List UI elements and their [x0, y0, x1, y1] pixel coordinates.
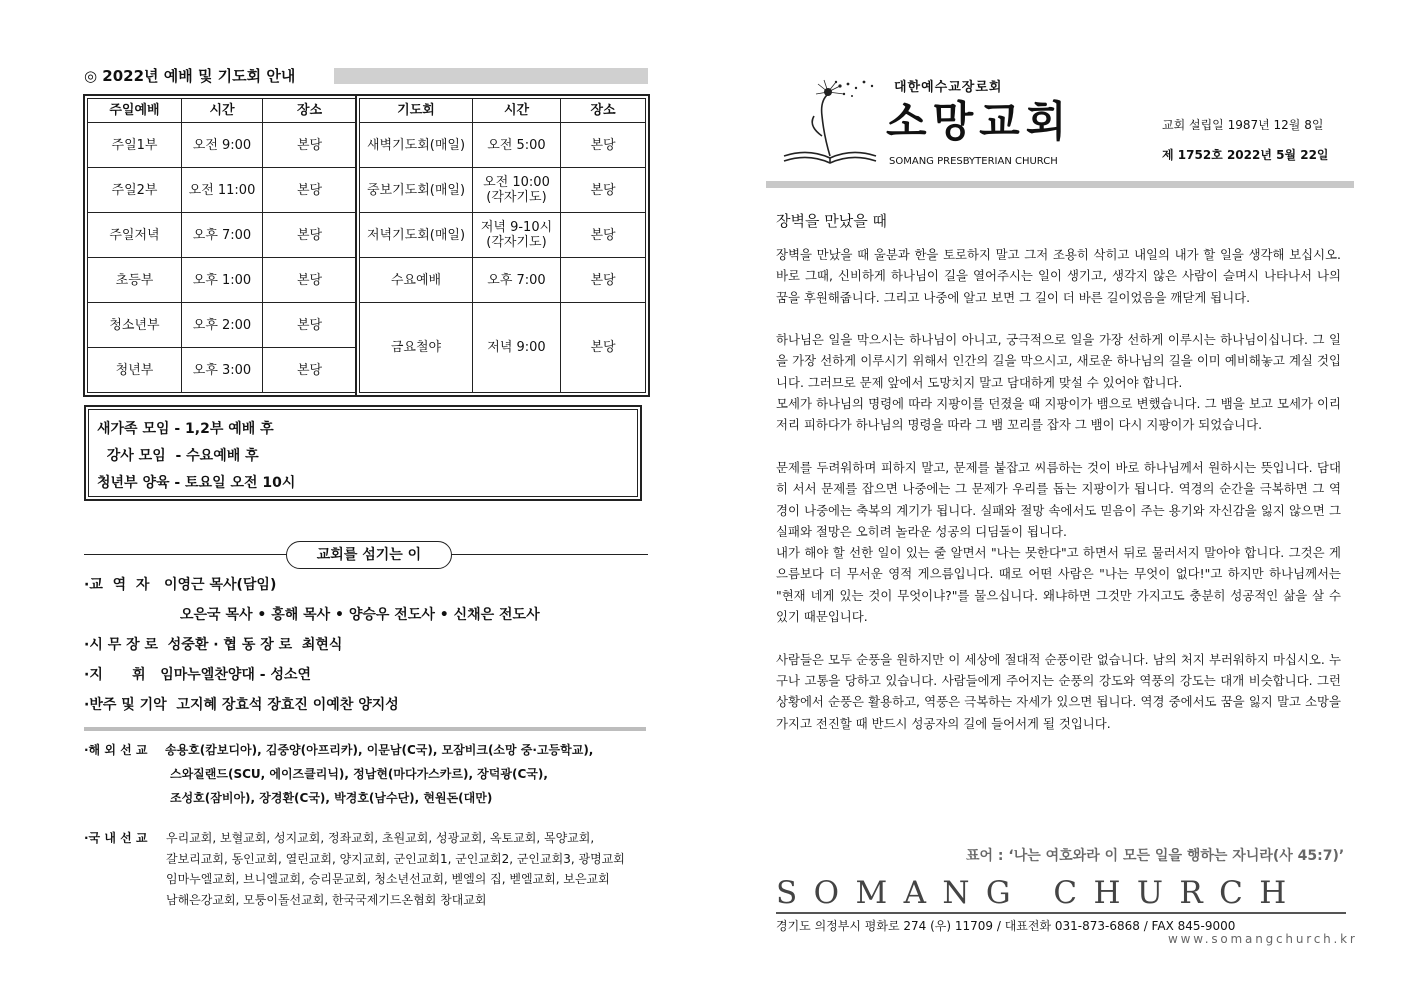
header-divider-bar	[766, 181, 1354, 188]
staff-heading: 교회를 섬기는 이	[286, 541, 452, 569]
schedule-title-text: ◎ 2022년 예배 및 기도회 안내	[84, 66, 301, 86]
article-paragraph: 장벽을 만났을 때 울분과 한을 토로하지 말고 그저 조용히 삭히고 내일의 내가 할 일을 생각해 보십시오. 바로 그때, 신비하게 하나님이 길을 열어주시는 일이 생기고, 생각지 않은 사람이 슬며시 나타나서 나의 꿈을 후원해줍니다. 그리고 나중에 알고 보면 그 길이 더 바른 길이었음을 깨닫게 됩니다.	[776, 247, 1341, 305]
worship-schedule-table	[83, 94, 359, 397]
header-worship: 주일예배	[88, 99, 182, 123]
article-body	[776, 244, 1341, 734]
article-paragraph: 문제를 두려워하며 피하지 말고, 문제를 붙잡고 씨름하는 것이 바로 하나님께서 원하시는 뜻입니다. 담대히 서서 문제를 잡으면 나중에는 그 문제가 우리를 돕는 지팡이가 됩니다. 역경의 순간을 극복하면 그 역경이 나중에는 축복의 계기가 됩니다. 실패와 절망 속에서도 믿음이 주는 용기와 자신감을 잃지 않으면 그 실패와 절망은 오히려 놀라운 성공의 디딤돌이 됩니다.	[776, 459, 1341, 539]
issue-info: 제 1752호 2022년 5월 22일	[1162, 148, 1329, 162]
article-paragraph: 하나님은 일을 막으시는 하나님이 아니고, 궁극적으로 일을 가장 선하게 이루시는 하나님이십니다. 그 일을 가장 선하게 이루시기 위해서 인간의 길을 막으시고, 새로운 하나님의 길을 이미 예비해놓고 계실 것입니다. 그러므로 문제 앞에서 도망치지 말고 담대하게 맞설 수 있어야 합니다.	[776, 332, 1341, 390]
church-name-english: SOMANG PRESBYTERIAN CHURCH	[889, 156, 1058, 167]
mission-line: 송용호(캄보디아), 김중양(아프리카), 이문남(C국), 모잠비크(소망 중·고등학교),	[165, 743, 594, 757]
table-row: 금요철야 저녁 9:00 본당	[360, 303, 646, 393]
article-paragraph: 모세가 하나님의 명령에 따라 지팡이를 던졌을 때 지팡이가 뱀으로 변했습니다. 그 뱀을 보고 모세가 이리저리 피하다가 하나님의 명령을 따라 그 뱀 꼬리를 잡자 그 뱀이 다시 지팡이가 되었습니다.	[776, 396, 1341, 433]
church-name: 소망교회	[886, 97, 1073, 146]
prayer-schedule-table	[355, 94, 650, 397]
table-row: 중보기도회(매일) 오전 10:00 (각자기도) 본당	[360, 168, 646, 213]
section-divider	[84, 727, 646, 731]
denomination-text: 대한예수교장로회	[894, 80, 1003, 95]
table-row: 주일저녁 오후 7:00 본당	[88, 213, 357, 258]
article-paragraph: 내가 해야 할 선한 일이 있는 줄 알면서 "나는 못한다"고 하면서 뒤로 물러서지 말아야 합니다. 그것은 게으름보다 더 무서운 영적 게으름입니다. 때로 어떤 사람은 "나는 무엇이 없다!"고 하지만 하나님께서는 "현재 네게 있는 것이 무엇이냐?"를 물으십니다. 왜냐하면 그것만 가지고도 충분히 성공적인 삶을 살 수 있기 때문입니다.	[776, 545, 1341, 625]
notice-line: 강사 모임 - 수요예배 후	[97, 448, 259, 464]
article-title: 장벽을 만났을 때	[776, 212, 887, 230]
meeting-notice-box	[84, 405, 642, 501]
schedule-section-title	[84, 66, 648, 86]
table-row: 저녁기도회(매일) 저녁 9-10시 (각자기도) 본당	[360, 213, 646, 258]
article-paragraph: 사람들은 모두 순풍을 원하지만 이 세상에 절대적 순풍이란 없습니다. 남의 처지 부러워하지 마십시오. 누구나 고통을 당하고 있습니다. 사람들에게 주어지는 순풍의 강도와 역풍의 강도는 대개 비슷합니다. 그런 상황에서 순풍은 활용하고, 역풍은 극복하는 자세가 있으면 됩니다. 역경 중에서도 꿈을 잃지 말고 소망을 가지고 전진할 때 반드시 성공자의 길에 들어서게 될 것입니다.	[776, 651, 1341, 731]
staff-line: 오은국 목사 • 홍해 목사 • 양승우 전도사 • 신채은 전도사	[180, 607, 540, 623]
footer-rule	[776, 912, 1346, 914]
table-row: 초등부 오후 1:00 본당	[88, 258, 357, 303]
header-time: 시간	[473, 99, 561, 123]
mission-line: 임마누엘교회, 브니엘교회, 승리문교회, 청소년선교회, 벧엘의 집, 벧엘교회, 보은교회	[166, 872, 610, 886]
header-place: 장소	[263, 99, 357, 123]
table-row: 주일2부 오전 11:00 본당	[88, 168, 357, 213]
table-row: 주일1부 오전 9:00 본당	[88, 123, 357, 168]
table-row: 청년부 오후 3:00 본당	[88, 348, 357, 393]
motto-verse: 표어 : ‘나는 여호와라 이 모든 일을 행하는 자니라(사 45:7)’	[966, 848, 1345, 864]
staff-line: ·지 휘 임마누엘찬양대 - 성소연	[84, 667, 312, 683]
header-prayer: 기도회	[360, 99, 473, 123]
table-row: 수요예배 오후 7:00 본당	[360, 258, 646, 303]
table-row: 새벽기도회(매일) 오전 5:00 본당	[360, 123, 646, 168]
footer-address: 경기도 의정부시 평화로 274 (우) 11709 / 대표전화 031-873-6868 / FAX 845-9000	[776, 919, 1236, 933]
header-place: 장소	[561, 99, 646, 123]
staff-line: ·교 역 자 이영근 목사(담임)	[84, 577, 277, 593]
staff-line: ·반주 및 기악 고지혜 장효석 장효진 이예찬 양지성	[84, 697, 399, 713]
mission-line: 스와질랜드(SCU, 에이즈클리닉), 정남현(마다가스카르), 장덕광(C국),	[170, 767, 548, 781]
title-shade-bar	[334, 68, 648, 84]
established-date: 교회 설립일 1987년 12월 8일	[1162, 118, 1324, 132]
domestic-mission-label: ·국 내 선 교	[84, 831, 148, 845]
mission-line: 조성호(잠비아), 장경환(C국), 박경호(남수단), 현원돈(대만)	[170, 791, 493, 805]
dandelion-bible-icon	[778, 76, 888, 171]
staff-line: ·시 무 장 로 성중환 · 협 동 장 로 최현식	[84, 637, 343, 653]
notice-line: 청년부 양육 - 토요일 오전 10시	[97, 475, 296, 491]
mission-line: 갈보리교회, 동인교회, 열린교회, 양지교회, 군인교회1, 군인교회2, 군인교회3, 광명교회	[166, 852, 625, 866]
overseas-mission-label: ·해 외 선 교	[84, 743, 148, 757]
church-logo	[778, 76, 1088, 171]
footer-church-name: SOMANG CHURCH	[776, 875, 1303, 911]
notice-line: 새가족 모임 - 1,2부 예배 후	[97, 421, 274, 437]
header-time: 시간	[182, 99, 263, 123]
mission-line: 우리교회, 보혈교회, 성지교회, 정좌교회, 초원교회, 성광교회, 옥토교회, 목양교회,	[166, 831, 595, 845]
staff-section-header	[84, 540, 648, 570]
table-row: 청소년부 오후 2:00 본당	[88, 303, 357, 348]
mission-line: 남해은강교회, 모퉁이돌선교회, 한국국제기드온협회 창대교회	[166, 893, 487, 907]
website-link[interactable]: www.somangchurch.kr	[1168, 932, 1358, 946]
